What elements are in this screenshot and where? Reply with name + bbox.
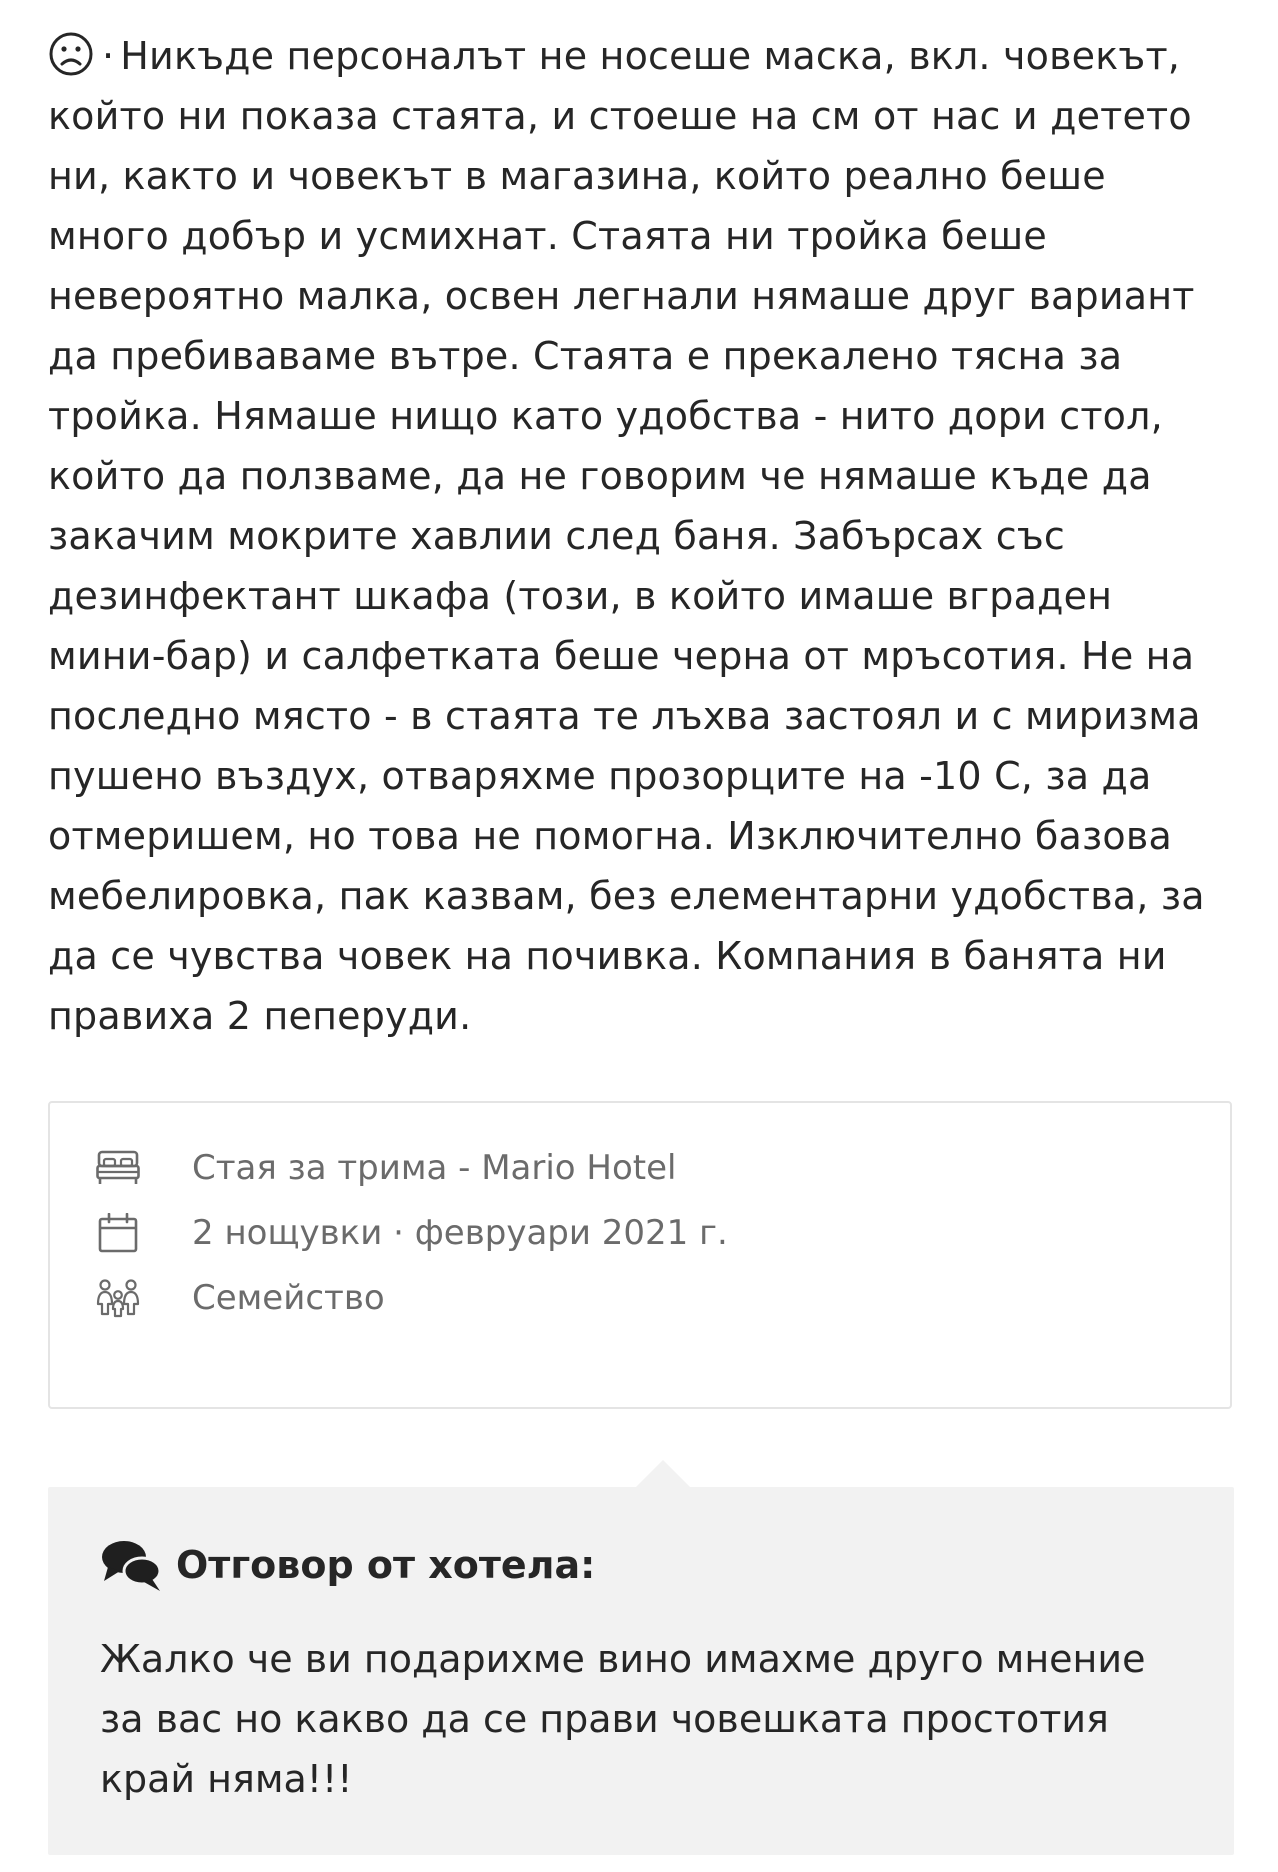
hotel-reply-card	[48, 1487, 1234, 1855]
bed-icon	[94, 1144, 142, 1192]
reply-pointer	[635, 1460, 691, 1488]
calendar-icon	[94, 1209, 142, 1257]
review-text-block	[48, 26, 1238, 1046]
chat-bubbles-icon	[100, 1537, 164, 1593]
hotel-reply-header	[100, 1537, 595, 1593]
hotel-reply-title: Отговор от хотела:	[176, 1543, 596, 1587]
nights-row	[94, 1206, 728, 1260]
traveler-type-row	[94, 1271, 385, 1325]
stay-info-card	[48, 1101, 1232, 1409]
hotel-reply-text: Жалко че ви подарихме вино имахме друго мнение за вас но какво да се прави човешката простотия край няма!!!	[100, 1637, 1146, 1801]
separator-dot: ·	[102, 34, 115, 78]
family-icon	[94, 1274, 142, 1322]
review-body: Никъде персоналът не носеше маска, вкл. човекът, който ни показа стаята, и стоеше на см от нас и детето ни, както и човекът в магазина, който реално беше много добър и усмихнат. Стаята ни тройка беше невероятно малка, освен легнали нямаше друг вариант да пребиваваме вътре. Стаята е прекалено тясна за тройка. Нямаше нищо като удобства - нито дори стол, който да ползваме, да не говорим че нямаше къде да закачим мокрите хавлии след баня. Забърсах със дезинфектант шкафа (този, в който имаше вграден мини-бар) и салфетката беше черна от мръсотия. Не на последно място - в стаята те лъхва застоял и с миризма пушено въздух, отваряхме прозорците на -10 С, за да отмеришем, но това не помогна. Изключително базова мебелировка, пак казвам, без елементарни удобства, за да се чувства човек на почивка. Компания в банята ни правиха 2 пеперуди.	[48, 34, 1205, 1038]
sad-face-icon	[48, 31, 94, 77]
room-type-row	[94, 1141, 676, 1195]
room-type-text: Стая за трима - Mario Hotel	[192, 1148, 677, 1188]
nights-text: 2 нощувки · февруари 2021 г.	[192, 1213, 728, 1253]
traveler-type-text: Семейство	[192, 1278, 385, 1318]
